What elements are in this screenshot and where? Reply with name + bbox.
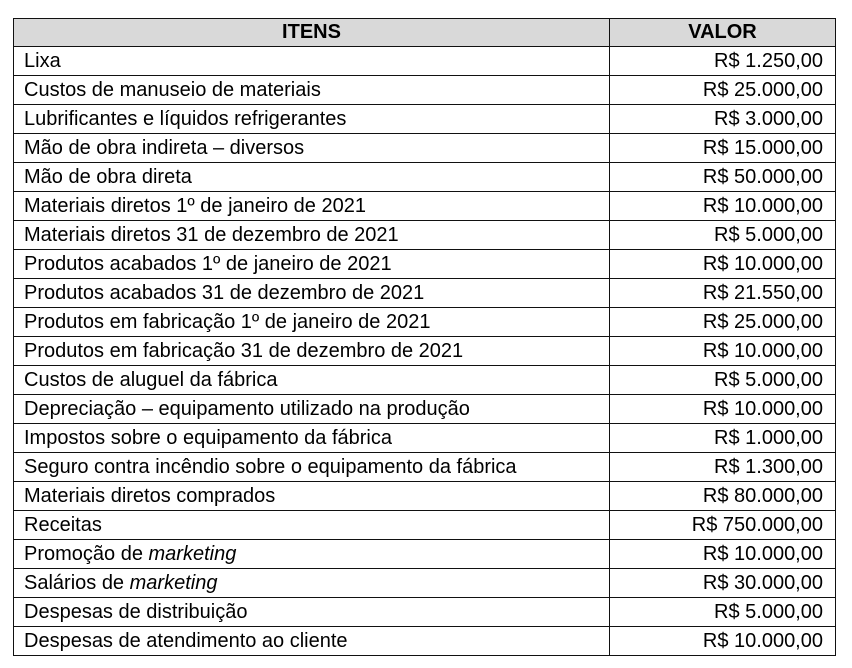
item-cell: Mão de obra direta <box>14 163 610 192</box>
item-cell: Impostos sobre o equipamento da fábrica <box>14 424 610 453</box>
item-cell: Custos de manuseio de materiais <box>14 76 610 105</box>
item-cell <box>14 540 610 569</box>
item-cell: Mão de obra indireta – diversos <box>14 134 610 163</box>
table-row <box>14 598 836 627</box>
table-row <box>14 279 836 308</box>
value-cell: R$ 30.000,00 <box>610 569 836 598</box>
value-cell: R$ 3.000,00 <box>610 105 836 134</box>
item-cell: Produtos acabados 31 de dezembro de 2021 <box>14 279 610 308</box>
table-row <box>14 192 836 221</box>
table-row <box>14 163 836 192</box>
value-cell: R$ 50.000,00 <box>610 163 836 192</box>
value-cell: R$ 10.000,00 <box>610 250 836 279</box>
item-cell: Receitas <box>14 511 610 540</box>
item-cell: Produtos acabados 1º de janeiro de 2021 <box>14 250 610 279</box>
item-cell: Produtos em fabricação 31 de dezembro de 2021 <box>14 337 610 366</box>
value-cell: R$ 750.000,00 <box>610 511 836 540</box>
table-row <box>14 453 836 482</box>
table-body <box>14 47 836 656</box>
value-cell: R$ 5.000,00 <box>610 598 836 627</box>
header-items: ITENS <box>14 19 610 47</box>
item-cell: Despesas de distribuição <box>14 598 610 627</box>
item-cell: Lubrificantes e líquidos refrigerantes <box>14 105 610 134</box>
item-cell: Materiais diretos comprados <box>14 482 610 511</box>
item-cell: Materiais diretos 1º de janeiro de 2021 <box>14 192 610 221</box>
cost-table-container <box>13 18 835 656</box>
item-text: Salários de <box>24 571 130 594</box>
item-emphasis: marketing <box>129 571 218 594</box>
value-cell: R$ 25.000,00 <box>610 308 836 337</box>
item-text: Promoção de <box>24 542 149 565</box>
header-value: VALOR <box>610 19 836 47</box>
value-cell: R$ 21.550,00 <box>610 279 836 308</box>
value-cell: R$ 10.000,00 <box>610 540 836 569</box>
item-cell: Despesas de atendimento ao cliente <box>14 627 610 656</box>
table-row <box>14 424 836 453</box>
value-cell: R$ 80.000,00 <box>610 482 836 511</box>
table-row <box>14 76 836 105</box>
item-cell: Seguro contra incêndio sobre o equipamento da fábrica <box>14 453 610 482</box>
value-cell: R$ 1.000,00 <box>610 424 836 453</box>
value-cell: R$ 10.000,00 <box>610 395 836 424</box>
table-row <box>14 47 836 76</box>
value-cell: R$ 15.000,00 <box>610 134 836 163</box>
table-header-row <box>14 19 836 47</box>
table-row <box>14 105 836 134</box>
table-row <box>14 482 836 511</box>
table-row <box>14 540 836 569</box>
table-row <box>14 627 836 656</box>
cost-table <box>13 18 836 656</box>
item-emphasis: marketing <box>148 542 237 565</box>
item-cell: Produtos em fabricação 1º de janeiro de 2021 <box>14 308 610 337</box>
value-cell: R$ 25.000,00 <box>610 76 836 105</box>
table-row <box>14 221 836 250</box>
value-cell: R$ 10.000,00 <box>610 627 836 656</box>
item-cell: Lixa <box>14 47 610 76</box>
value-cell: R$ 10.000,00 <box>610 337 836 366</box>
table-row <box>14 366 836 395</box>
item-cell: Custos de aluguel da fábrica <box>14 366 610 395</box>
item-cell <box>14 569 610 598</box>
table-row <box>14 250 836 279</box>
item-cell: Materiais diretos 31 de dezembro de 2021 <box>14 221 610 250</box>
table-row <box>14 308 836 337</box>
value-cell: R$ 5.000,00 <box>610 366 836 395</box>
item-cell: Depreciação – equipamento utilizado na produção <box>14 395 610 424</box>
table-row <box>14 337 836 366</box>
value-cell: R$ 1.300,00 <box>610 453 836 482</box>
table-row <box>14 134 836 163</box>
table-row <box>14 569 836 598</box>
table-row <box>14 511 836 540</box>
table-row <box>14 395 836 424</box>
value-cell: R$ 10.000,00 <box>610 192 836 221</box>
value-cell: R$ 5.000,00 <box>610 221 836 250</box>
value-cell: R$ 1.250,00 <box>610 47 836 76</box>
